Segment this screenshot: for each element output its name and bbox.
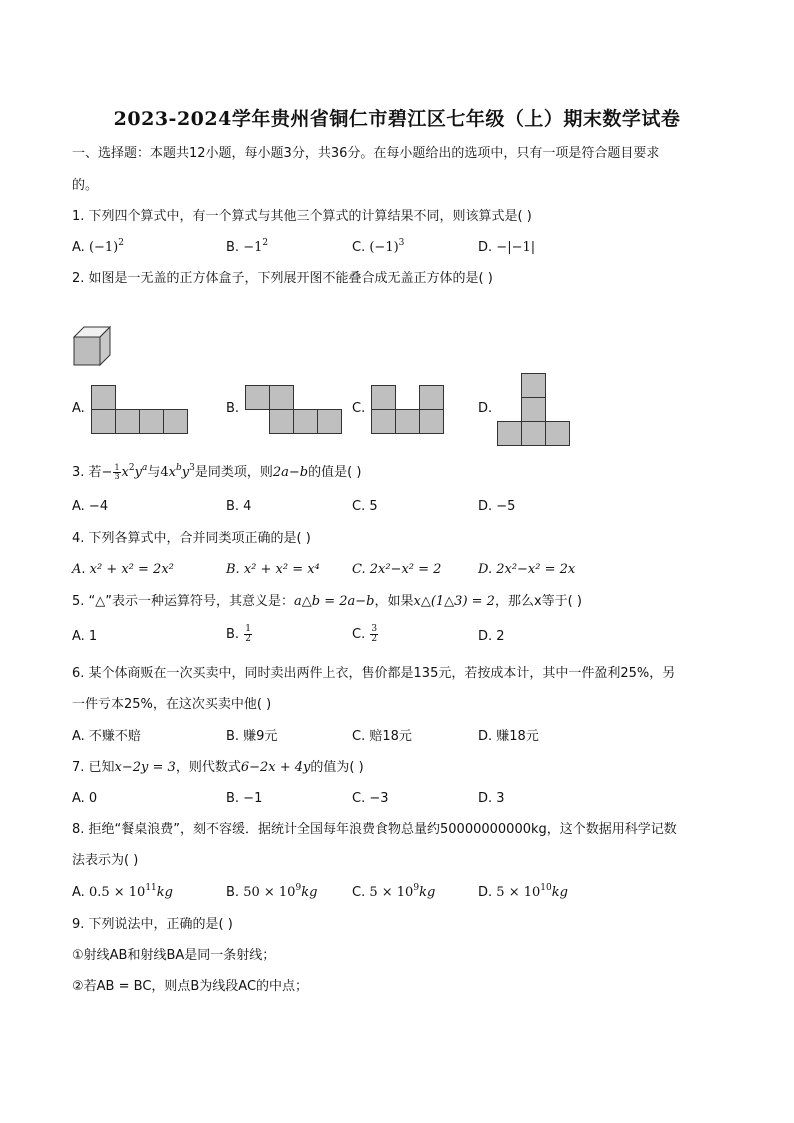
q6-option-b: B. 赚9元 [226, 729, 278, 744]
open-cube-figure [74, 327, 114, 367]
q2-net-a [91, 385, 188, 434]
q3-option-b: B. 4 [226, 499, 252, 514]
q6-stem-line2: 一件亏本25%，在这次买卖中他( ) [72, 697, 272, 712]
q8-option-d: D. $5 \times 10^{10}kg$ [478, 883, 568, 900]
q1-option-a: A. $(-1)^2$ [72, 238, 124, 255]
q8-stem-line1: 8. 拒绝“餐桌浪费”，刻不容缓．据统计全国每年浪费食物总量约50000000000kg，这个数据用科学记数 [72, 822, 677, 837]
q3-stem: 3. 若− $\frac{1}{3}$ $x^2y^a$与$4x^by^3$是同类项，则2a−b的值是( ) [72, 463, 362, 481]
q5-option-b: B. $\frac{1}{2}$ [226, 624, 251, 644]
q6-stem-line1: 6. 某个体商贩在一次买卖中，同时卖出两件上衣，售价都是135元，若按成本计，其中一件盈利25%，另 [72, 666, 676, 681]
q1-stem: 1. 下列四个算式中，有一个算式与其他三个算式的计算结果不同，则该算式是( ) [72, 209, 532, 224]
q3-fraction: $\frac{1}{3}$ [114, 463, 120, 481]
q3-option-a: A. −4 [72, 499, 109, 514]
q2-net-b [245, 385, 342, 434]
q1-option-b: B. $-1^2$ [226, 238, 269, 255]
q5-option-c: C. $\frac{3}{2}$ [352, 624, 378, 644]
q9-statement-1: ①射线AB和射线BA是同一条射线； [72, 948, 276, 963]
q4-option-c: C. 2x²−x² = 2 [352, 562, 442, 577]
q2-stem: 2. 如图是一无盖的正方体盒子，下列展开图不能叠合成无盖正方体的是( ) [72, 271, 493, 286]
q6-option-a: A. 不赚不赔 [72, 729, 141, 744]
q7-option-d: D. 3 [478, 791, 505, 806]
q5-stem: 5. “△”表示一种运算符号，其意义是：a△b = 2a−b，如果x△(1△3) = 2，那么x等于( ) [72, 594, 582, 609]
section-instructions-line2: 的。 [72, 178, 99, 193]
q6-option-c: C. 赔18元 [352, 729, 412, 744]
q4-option-d: D. 2x²−x² = 2x [478, 562, 576, 577]
q7-option-a: A. 0 [72, 791, 98, 806]
q2-option-a-label: A. [72, 401, 85, 416]
q5-option-d: D. 2 [478, 629, 505, 644]
q7-option-c: C. −3 [352, 791, 389, 806]
q7-stem: 7. 已知x−2y = 3，则代数式6−2x + 4y的值为( ) [72, 760, 364, 775]
q9-statement-2: ②若AB = BC，则点B为线段AC的中点； [72, 979, 309, 994]
page-title: 2023-2024学年贵州省铜仁市碧江区七年级（上）期末数学试卷 [113, 108, 681, 130]
q5-option-a: A. 1 [72, 629, 98, 644]
q3-option-c: C. 5 [352, 499, 378, 514]
q4-option-b: B. x² + x² = x⁴ [226, 562, 320, 577]
q2-option-b-label: B. [226, 401, 240, 416]
q7-option-b: B. −1 [226, 791, 263, 806]
q3-option-d: D. −5 [478, 499, 516, 514]
q8-option-c: C. $5 \times 10^9kg$ [352, 883, 436, 900]
q8-option-a: A. $0.5 \times 10^{11}kg$ [72, 883, 173, 900]
q4-stem: 4. 下列各算式中，合并同类项正确的是( ) [72, 531, 311, 546]
q4-option-a: A. x² + x² = 2x² [72, 562, 174, 577]
q2-net-d [497, 373, 570, 446]
q2-option-c-label: C. [352, 401, 366, 416]
q6-option-d: D. 赚18元 [478, 729, 539, 744]
q2-option-d-label: D. [478, 401, 493, 416]
q2-net-c [371, 385, 444, 434]
q1-option-d: D. −|−1| [478, 240, 536, 255]
q8-option-b: B. $50 \times 10^9kg$ [226, 883, 318, 900]
q9-stem: 9. 下列说法中，正确的是( ) [72, 917, 233, 932]
q8-stem-line2: 法表示为( ) [72, 853, 139, 868]
section-instructions-line1: 一、选择题：本题共12小题，每小题3分，共36分。在每小题给出的选项中，只有一项是符合题目要求 [72, 146, 660, 161]
q1-option-c: C. $(-1)^3$ [352, 238, 405, 255]
